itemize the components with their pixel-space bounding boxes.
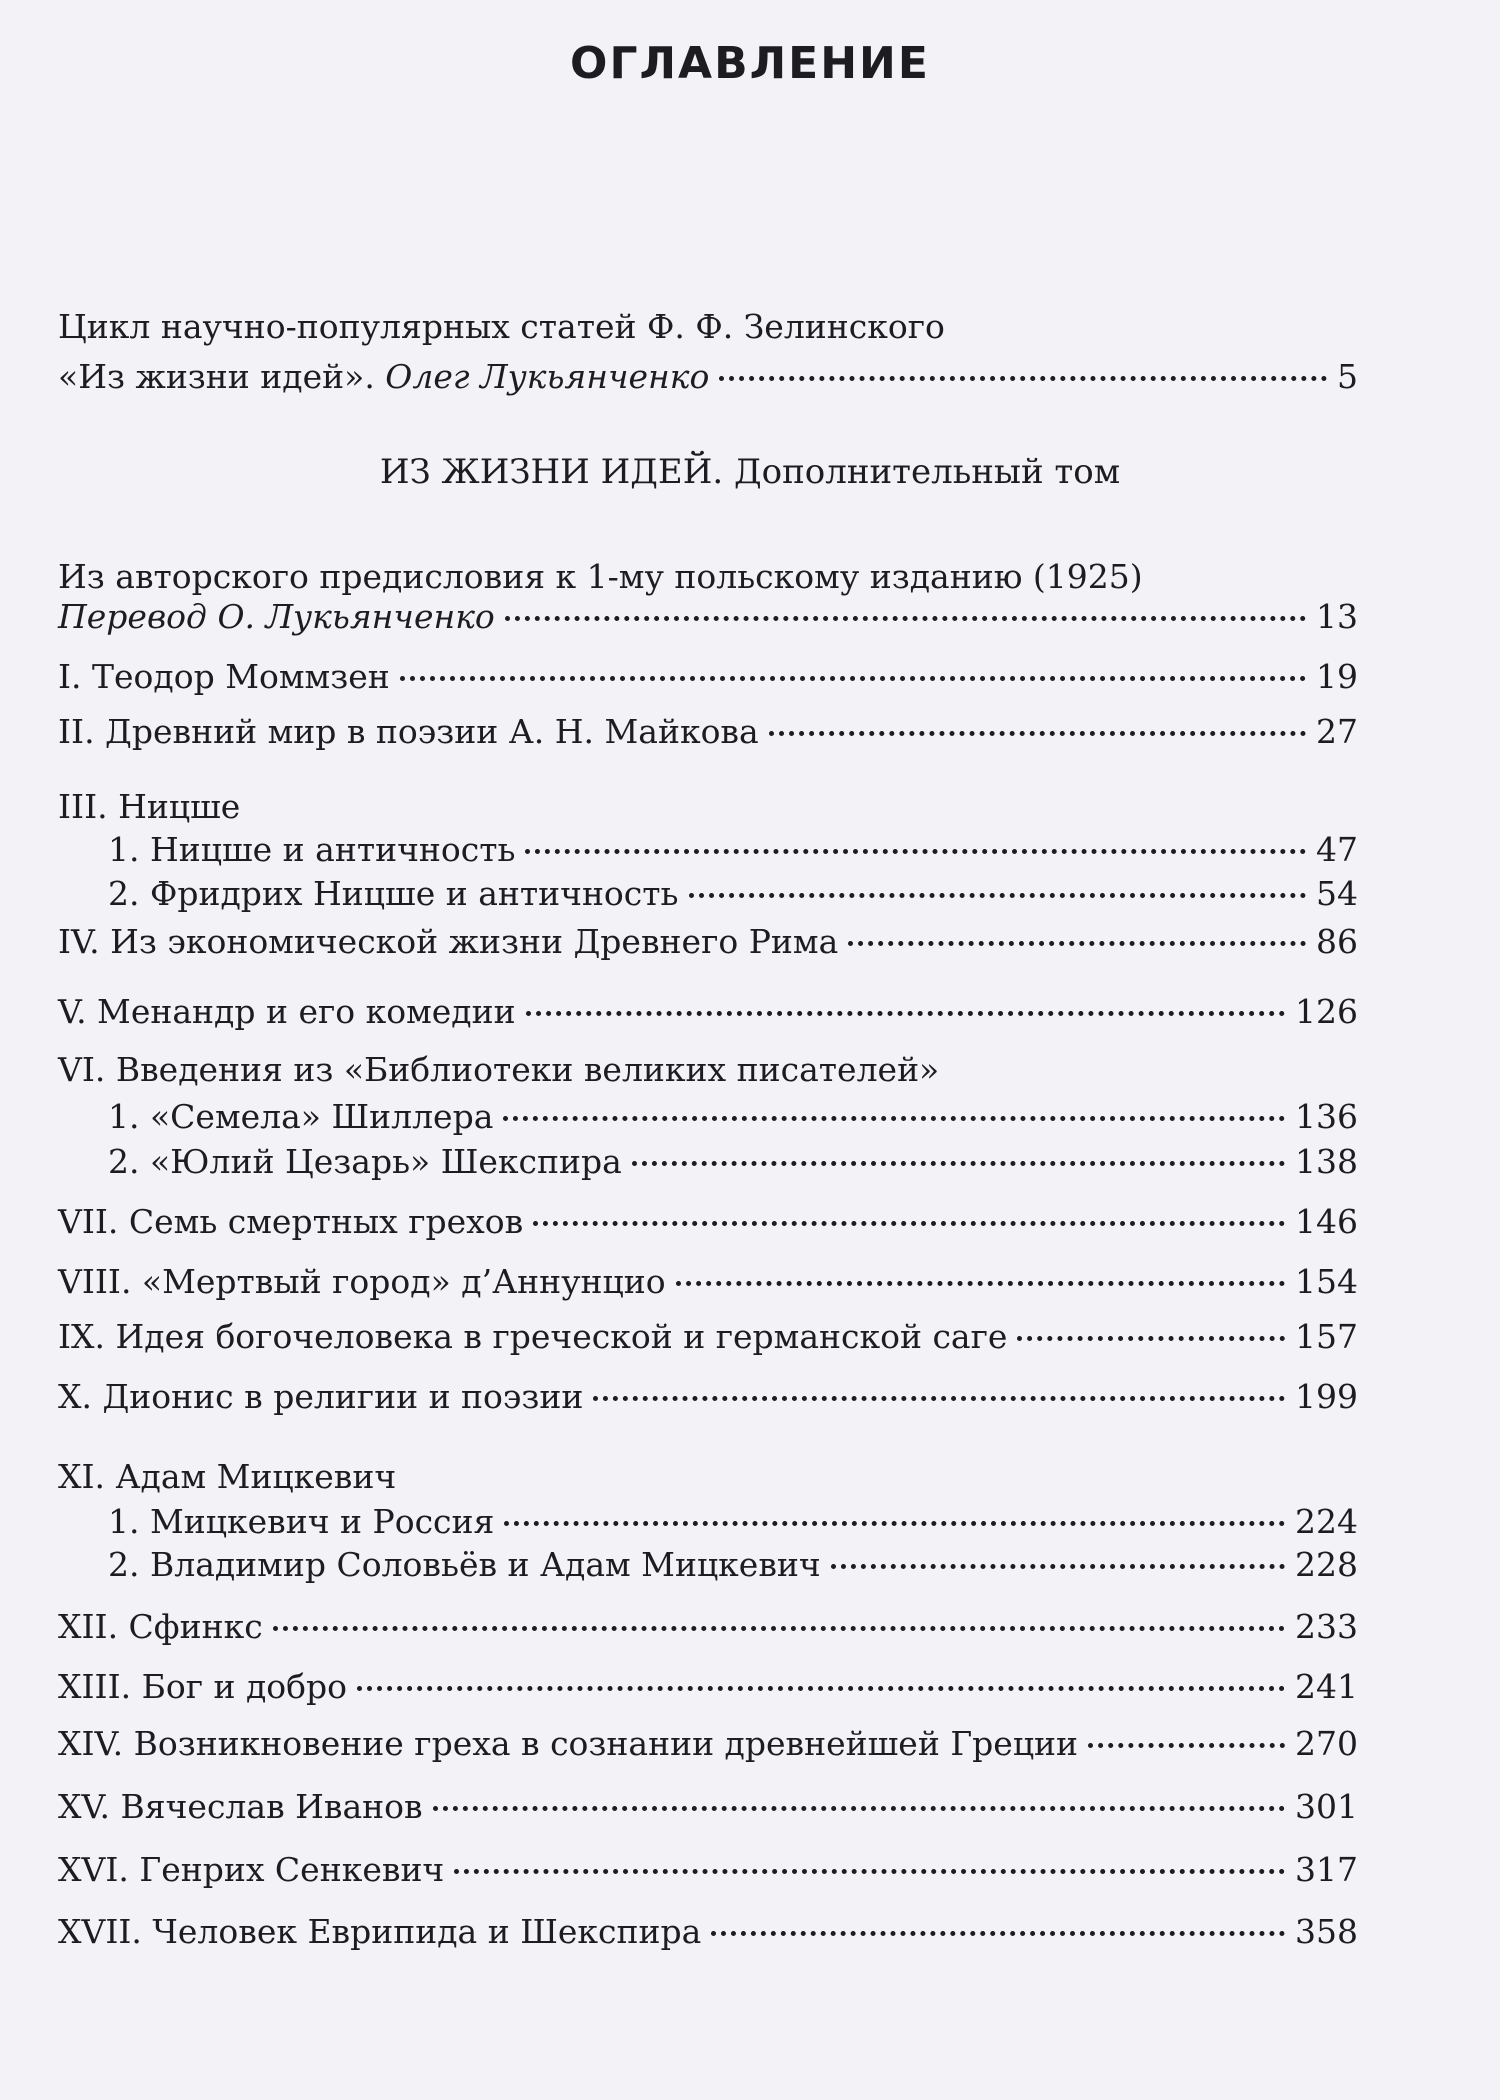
toc-entry-title: XVII. Человек Еврипида и Шекспира <box>58 1912 702 1951</box>
toc-entry-preface <box>58 595 1358 639</box>
toc-entry <box>58 1665 1358 1709</box>
toc-page-number: 241 <box>1295 1667 1358 1706</box>
toc-entry-title: X. Дионис в религии и поэзии <box>58 1377 584 1416</box>
dot-leader <box>632 1161 1285 1166</box>
toc-subentry <box>108 1140 1358 1184</box>
toc-entry-title: XVI. Генрих Сенкевич <box>58 1850 445 1889</box>
toc-entry <box>58 1910 1358 1954</box>
toc-page-number: 224 <box>1295 1502 1358 1541</box>
toc-page-number: 54 <box>1316 874 1358 913</box>
dot-leader <box>357 1686 1285 1691</box>
toc-entry-title: VII. Семь смертных грехов <box>58 1202 524 1241</box>
toc-page-number: 138 <box>1295 1142 1358 1181</box>
toc-page-number: 5 <box>1337 357 1358 396</box>
toc-page-number: 19 <box>1316 657 1358 696</box>
dot-leader <box>831 1564 1285 1569</box>
toc-entry-title: I. Теодор Моммзен <box>58 657 390 696</box>
toc-subentry <box>108 1500 1358 1544</box>
toc-entry-title: IV. Из экономической жизни Древнего Рима <box>58 922 839 961</box>
toc-page-number: 233 <box>1295 1607 1358 1646</box>
dot-leader <box>848 941 1306 946</box>
dot-leader <box>503 1116 1285 1121</box>
toc-subentry <box>108 828 1358 872</box>
toc-entry-title: 2. Владимир Соловьёв и Адам Мицкевич <box>108 1545 821 1584</box>
toc-page-number: 126 <box>1295 992 1358 1031</box>
toc-entry-title: XV. Вячеслав Иванов <box>58 1787 423 1826</box>
toc-entry <box>58 920 1358 964</box>
toc-entry-title: «Из жизни идей». Олег Лукьянченко <box>58 357 710 396</box>
dot-leader <box>719 376 1327 381</box>
toc-entry-title: 2. Фридрих Ницше и античность <box>108 874 679 913</box>
dot-leader <box>1017 1336 1285 1341</box>
section-title: ИЗ ЖИЗНИ ИДЕЙ. Дополнительный том <box>379 452 1121 492</box>
toc-entry <box>58 1260 1358 1304</box>
toc-page-number: 154 <box>1295 1262 1358 1301</box>
toc-page-number: 358 <box>1295 1912 1358 1951</box>
toc-entry-group-title: III. Ницше <box>58 787 241 826</box>
toc-entry <box>58 990 1358 1034</box>
toc-page-number: 146 <box>1295 1202 1358 1241</box>
dot-leader <box>526 1011 1285 1016</box>
dot-leader <box>400 676 1306 681</box>
toc-page-number: 136 <box>1295 1097 1358 1136</box>
toc-entry <box>58 1722 1358 1766</box>
toc-subentry <box>108 872 1358 916</box>
dot-leader <box>1088 1743 1285 1748</box>
toc-entry-title: XIII. Бог и добро <box>58 1667 348 1706</box>
dot-leader <box>525 849 1306 854</box>
toc-page-number: 270 <box>1295 1724 1358 1763</box>
toc-entry <box>58 1315 1358 1359</box>
toc-heading: ОГЛАВЛЕНИЕ <box>570 38 930 89</box>
toc-subentry <box>108 1095 1358 1139</box>
dot-leader <box>504 1521 1285 1526</box>
toc-entry <box>58 710 1358 754</box>
toc-page-number: 199 <box>1295 1377 1358 1416</box>
toc-entry-title: V. Менандр и его комедии <box>58 992 516 1031</box>
toc-page-number: 228 <box>1295 1545 1358 1584</box>
toc-entry <box>58 1848 1358 1892</box>
toc-entry-title: II. Древний мир в поэзии А. Н. Майкова <box>58 712 759 751</box>
toc-entry-title: IX. Идея богочеловека в греческой и германской саге <box>58 1317 1008 1356</box>
toc-page-number: 47 <box>1316 830 1358 869</box>
toc-entry <box>58 1785 1358 1829</box>
dot-leader <box>676 1281 1285 1286</box>
toc-page-number: 27 <box>1316 712 1358 751</box>
toc-page-number: 86 <box>1316 922 1358 961</box>
dot-leader <box>273 1626 1285 1631</box>
toc-entry <box>58 655 1358 699</box>
dot-leader <box>505 616 1306 621</box>
toc-entry-group-title: XI. Адам Мицкевич <box>58 1457 397 1496</box>
dot-leader <box>769 731 1306 736</box>
toc-entry-intro-line1: Цикл научно-популярных статей Ф. Ф. Зелинского <box>58 307 945 346</box>
toc-page-number: 157 <box>1295 1317 1358 1356</box>
dot-leader <box>454 1869 1285 1874</box>
toc-entry-title: 2. «Юлий Цезарь» Шекспира <box>108 1142 622 1181</box>
toc-page-number: 317 <box>1295 1850 1358 1889</box>
toc-entry-title: Перевод О. Лукьянченко <box>58 597 495 636</box>
toc-entry-title: XIV. Возникновение греха в сознании древнейшей Греции <box>58 1724 1079 1763</box>
toc-page-number: 301 <box>1295 1787 1358 1826</box>
toc-entry-title: XII. Сфинкс <box>58 1607 263 1646</box>
dot-leader <box>711 1931 1285 1936</box>
dot-leader <box>593 1396 1285 1401</box>
toc-entry-title: VIII. «Мертвый город» д’Аннунцио <box>58 1262 666 1301</box>
toc-entry-title: 1. Ницше и античность <box>108 830 516 869</box>
toc-entry-title: 1. Мицкевич и Россия <box>108 1502 495 1541</box>
toc-entry-intro <box>58 355 1358 399</box>
dot-leader <box>433 1806 1285 1811</box>
toc-entry-group-title: VI. Введения из «Библиотеки великих писателей» <box>58 1050 940 1089</box>
toc-entry <box>58 1200 1358 1244</box>
dot-leader <box>533 1221 1285 1226</box>
toc-entry-preface-line1: Из авторского предисловия к 1-му польскому изданию (1925) <box>58 557 1143 596</box>
toc-entry <box>58 1375 1358 1419</box>
toc-entry <box>58 1605 1358 1649</box>
dot-leader <box>689 893 1306 898</box>
toc-entry-title: 1. «Семела» Шиллера <box>108 1097 494 1136</box>
toc-subentry <box>108 1543 1358 1587</box>
toc-page-number: 13 <box>1316 597 1358 636</box>
